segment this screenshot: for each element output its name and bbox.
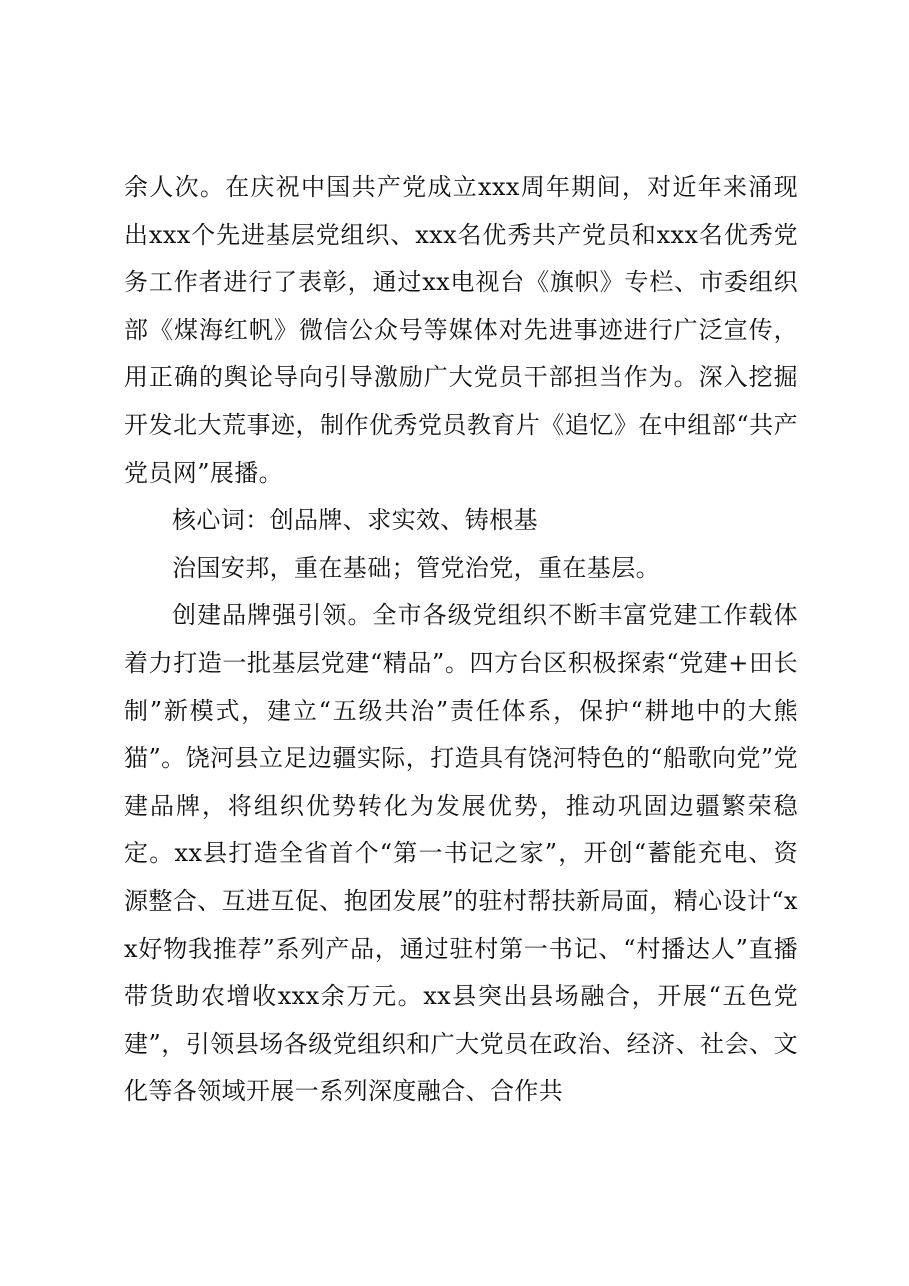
paragraph-motto: 治国安邦，重在基础；管党治党，重在基层。	[172, 553, 660, 582]
paragraph-continuation: 余人次。在庆祝中国共产党成立xxx周年期间，对近年来涌现出xxx个先进基层党组织、xxx名优秀共产党员和xxx名优秀党务工作者进行了表彰，通过xx电视台《旗帜》专栏、市委组织部《煤海红帆》微信公众号等媒体对先进事迹进行广泛宣传，用正确的舆论导向引导激励广大党员干部担当作为。深入挖掘开发北大荒事迹，制作优秀党员教育片《追忆》在中组部“共产党员网”展播。	[124, 173, 798, 487]
paragraph-keywords: 核心词：创品牌、求实效、铸根基	[172, 506, 538, 535]
document-body	[124, 164, 798, 1116]
paragraph-brand-building: 创建品牌强引领。全市各级党组织不断丰富党建工作载体着力打造一批基层党建“精品”。四方台区积极探索“党建+田长制”新模式，建立“五级共治”责任体系，保护“耕地中的大熊猫”。饶河县立足边疆实际，打造具有饶河特色的“船歌向党”党建品牌，将组织优势转化为发展优势，推动巩固边疆繁荣稳定。xx县打造全省首个“第一书记之家”，开创“蓄能充电、资源整合、互进互促、抱团发展”的驻村帮扶新局面，精心设计“xx好物我推荐”系列产品，通过驻村第一书记、“村播达人”直播带货助农增收xxx余万元。xx县突出县场融合，开展“五色党建”，引领县场各级党组织和广大党员在政治、经济、社会、文化等各领域开展一系列深度融合、合作共	[124, 601, 798, 1106]
